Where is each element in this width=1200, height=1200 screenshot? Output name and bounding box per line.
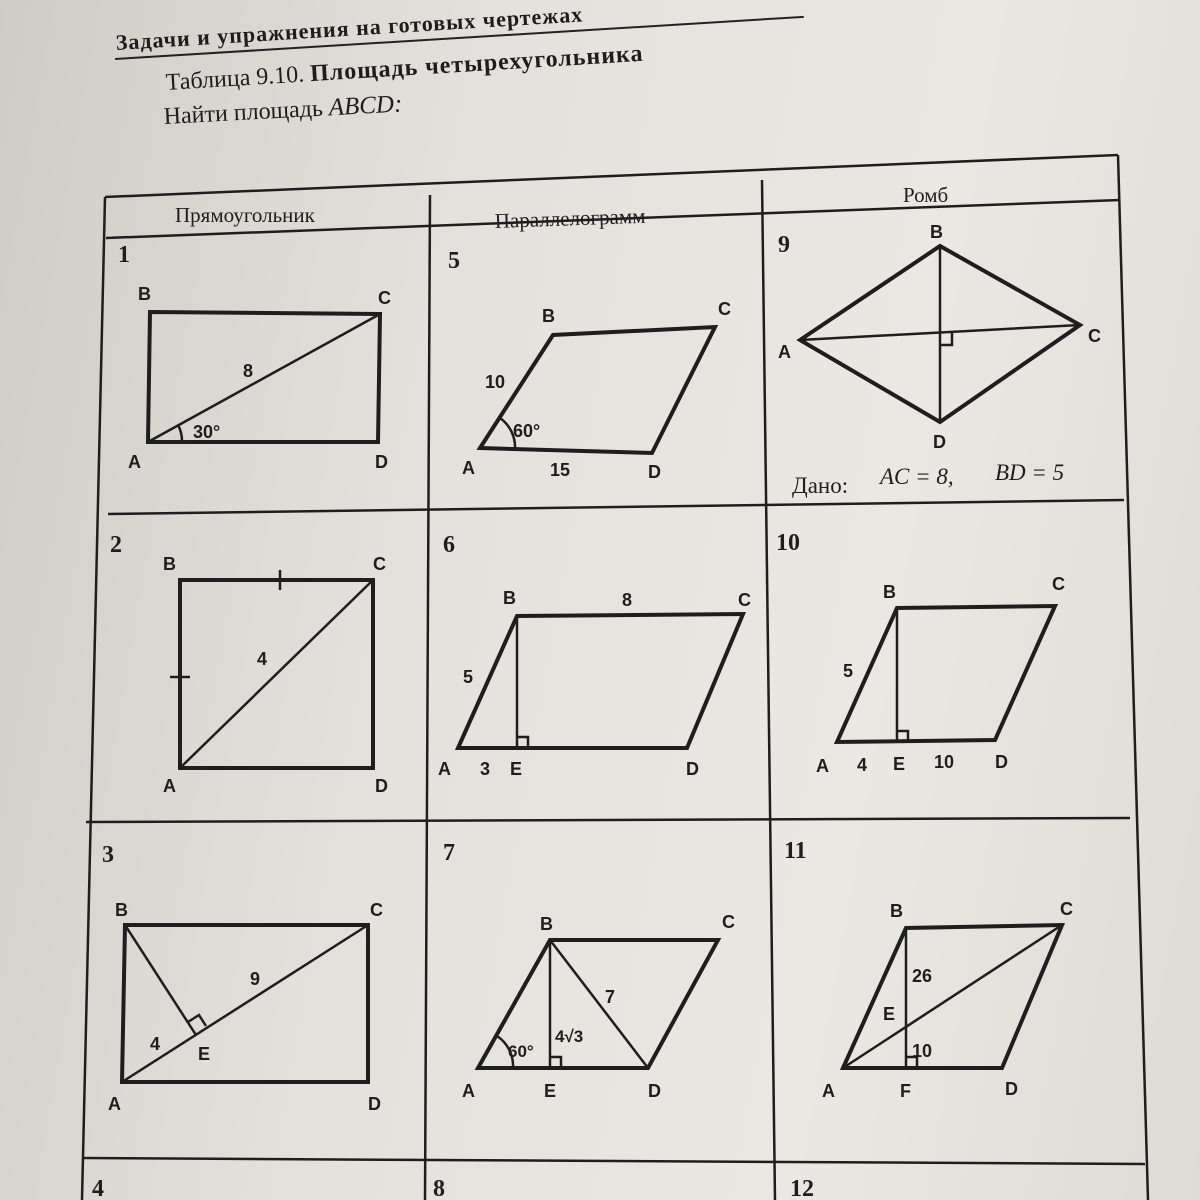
problem-2-label-c: C [373,554,386,574]
problem-11-label-f: F [900,1081,911,1101]
problem-11-label-e: E [883,1004,896,1024]
column-header-parallelogram: Параллелограмм [494,203,646,233]
problem-1-figure [118,242,391,472]
problem-10-ab-value: 5 [843,661,854,681]
problem-2-figure [110,532,388,796]
problem-1-label-b: B [138,284,151,304]
problem-11-label-c: C [1060,899,1073,919]
problem-7-be-value: 4√3 [555,1027,584,1046]
table-outline-top [105,155,1118,197]
problem-3-label-c: C [370,900,383,920]
problem-12-number: 12 [790,1176,814,1200]
table-row-rule-2 [86,818,1130,822]
problem-9-label-a: A [778,342,791,362]
table-col-rule-2 [762,180,775,1200]
problem-6-label-d: D [686,759,699,779]
problem-1-label-a: A [128,452,141,472]
problem-1-number: 1 [118,242,130,268]
problem-11-label-d: D [1005,1079,1018,1099]
problem-3-label-d: D [368,1094,381,1114]
problem-7-label-a: A [462,1081,475,1101]
problem-1-diagonal [148,314,380,442]
problem-1-diagonal-value: 8 [243,361,254,381]
problem-6-parallelogram [458,614,743,748]
task-object: ABCD: [328,90,403,122]
table-number: Таблица 9.10. [165,61,305,96]
problem-7-label-c: C [722,912,735,932]
problem-5-ad-value: 15 [550,460,571,480]
problem-11-label-a: A [822,1081,835,1101]
problem-8-number: 8 [433,1176,445,1200]
problem-9-given-bd: BD = 5 [995,460,1065,485]
problem-2-label-a: A [163,776,176,796]
problem-6-label-b: B [503,588,516,608]
problem-7-label-d: D [648,1081,661,1101]
problem-5-label-b: B [542,306,555,326]
problem-2-diagonal [180,580,373,768]
table-right-border [1118,155,1148,1200]
problem-5-ab-value: 10 [485,372,506,392]
problem-5-number: 5 [448,248,460,274]
problem-5-angle-value: 60° [513,421,541,441]
problem-11-figure [784,838,1073,1101]
table-row-rule-1 [108,500,1124,514]
problem-3-number: 3 [102,842,114,868]
problem-7-label-b: B [540,914,553,934]
table-col-rule-1 [425,195,430,1200]
problem-5-figure [448,248,731,482]
problem-2-diagonal-value: 4 [257,649,268,669]
problem-3-perpendicular [125,925,196,1035]
problem-9-label-c: C [1088,326,1101,346]
problem-1-label-c: C [378,288,391,308]
problem-3-ec-value: 9 [250,969,261,989]
task-prefix: Найти площадь [163,95,324,130]
column-header-rhombus: Ромб [903,183,949,207]
problem-6-figure [438,532,751,779]
column-header-rectangle: Прямоугольник [175,203,315,227]
problem-10-label-d: D [995,752,1008,772]
problem-10-label-e: E [893,754,906,774]
problem-6-bc-value: 8 [622,590,633,610]
problem-3-label-e: E [198,1044,211,1064]
problem-2-number: 2 [110,532,122,558]
problem-9-given-ac: AC = 8, [880,464,954,489]
problem-3-figure [102,842,383,1114]
problem-9-figure [778,222,1101,498]
problem-7-label-e: E [544,1081,557,1101]
problem-1-angle-arc [178,425,182,442]
problem-3-label-a: A [108,1094,121,1114]
problem-4-number: 4 [92,1176,104,1200]
problem-6-number: 6 [443,532,455,558]
table-row-rule-3 [82,1158,1145,1164]
problem-3-diagonal [122,925,368,1082]
problem-6-label-a: A [438,759,451,779]
problem-1-angle-value: 30° [193,422,221,442]
problem-10-ed-value: 10 [934,752,955,772]
book-title: Задачи и упражнения на готовых чертежах [115,1,584,55]
problem-9-label-b: B [930,222,943,242]
problem-3-right-angle-mark [188,1015,206,1026]
problem-11-number: 11 [784,838,807,864]
problem-7-diagonal-bd [550,940,648,1068]
problem-6-ae-value: 3 [480,759,491,779]
problem-10-ae-value: 4 [857,755,868,775]
problem-1-label-d: D [375,452,388,472]
problem-9-label-d: D [933,432,946,452]
problem-2-label-b: B [163,554,176,574]
problem-11-be-value: 26 [912,966,933,986]
problem-7-angle-value: 60° [508,1042,534,1061]
problem-10-number: 10 [776,530,800,556]
problem-9-right-angle-mark [940,333,952,345]
problem-11-ef-value: 10 [912,1041,933,1061]
problem-9-number: 9 [778,232,790,258]
problem-5-label-a: A [462,458,475,478]
problem-5-label-d: D [648,462,661,482]
problem-6-label-e: E [510,759,523,779]
problem-7-number: 7 [443,840,455,866]
problem-5-label-c: C [718,299,731,319]
problem-11-label-b: B [890,901,903,921]
problem-6-label-c: C [738,590,751,610]
problem-3-ae-value: 4 [150,1034,161,1054]
problem-7-figure [443,840,735,1101]
problem-3-label-b: B [115,900,128,920]
problem-10-parallelogram [837,606,1055,742]
problem-10-label-c: C [1052,574,1065,594]
problem-10-figure [776,530,1065,776]
problem-2-label-d: D [375,776,388,796]
problem-10-label-a: A [816,756,829,776]
problem-7-bd-value: 7 [605,987,616,1007]
problem-6-ab-value: 5 [463,667,474,687]
problem-10-label-b: B [883,582,896,602]
table-left-border [82,197,105,1200]
problem-9-given-label: Дано: [792,473,849,498]
table-title: Площадь четырехугольника [309,40,645,88]
